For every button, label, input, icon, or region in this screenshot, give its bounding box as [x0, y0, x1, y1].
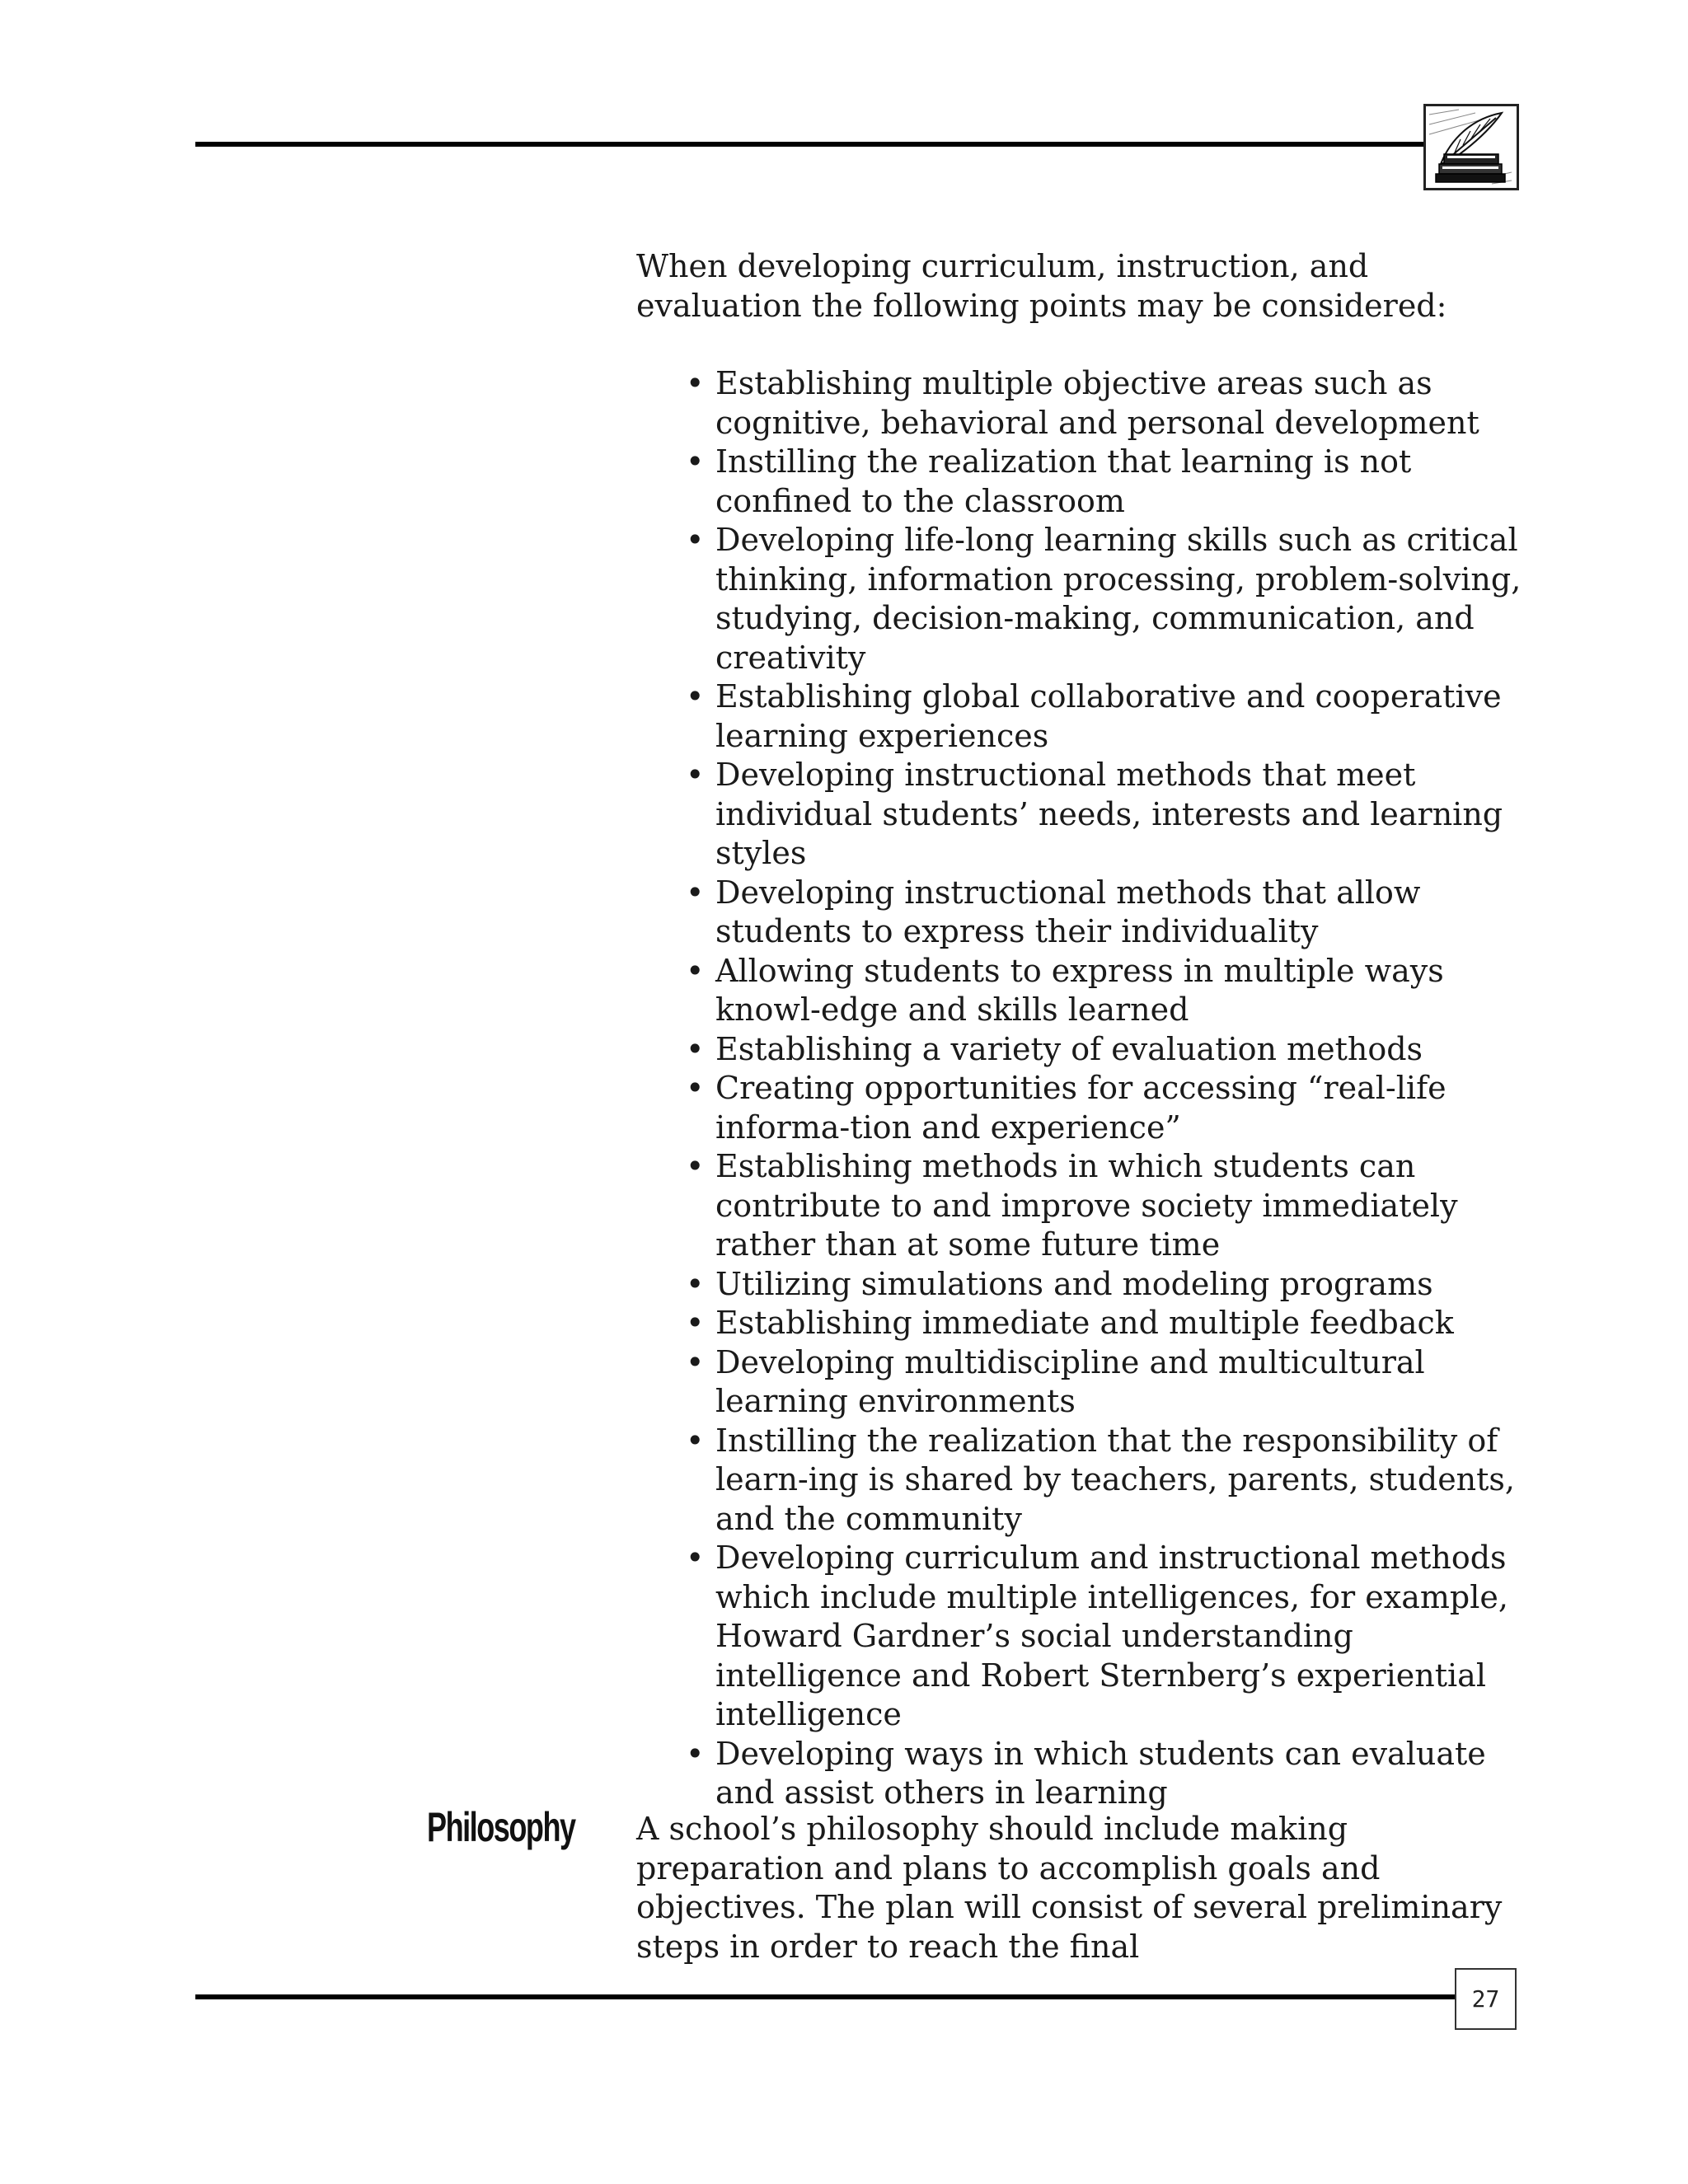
list-item-text: Developing life-long learning skills such as critical thinking, information processing, problem-solving, studying, decision-making, communication, and creativity [715, 522, 1522, 676]
considerations-list [636, 364, 1535, 1813]
list-item [636, 677, 1535, 756]
list-item-text: Establishing immediate and multiple feedback [715, 1305, 1454, 1341]
page-number: 27 [1455, 1968, 1517, 2030]
section-heading-philosophy: Philosophy [427, 1804, 575, 1850]
list-item-text: Establishing global collaborative and cooperative learning experiences [715, 678, 1502, 754]
list-item [636, 1030, 1535, 1070]
list-item [636, 364, 1535, 443]
list-item-text: Developing ways in which students can evaluate and assist others in learning [715, 1735, 1486, 1811]
philosophy-paragraph: A school’s philosophy should include making preparation and plans to accomplish goals and objectives. The plan will consist of several preliminary steps in order to reach the final [636, 1811, 1503, 1965]
bullet-marker: • [686, 1735, 705, 1772]
bullet-marker: • [686, 952, 705, 989]
list-item [636, 521, 1535, 677]
bullet-marker: • [686, 1422, 705, 1459]
bullet-marker: • [686, 1343, 705, 1380]
list-item [636, 1304, 1535, 1343]
list-item [636, 756, 1535, 874]
bullet-marker: • [686, 1305, 705, 1341]
bullet-marker: • [686, 757, 705, 793]
list-item-text: Establishing a variety of evaluation methods [715, 1030, 1423, 1067]
quill-and-books-icon [1423, 104, 1519, 190]
bullet-marker: • [686, 1148, 705, 1184]
list-item [636, 874, 1535, 952]
bullet-marker: • [686, 1070, 705, 1106]
list-item-text: Utilizing simulations and modeling programs [715, 1265, 1433, 1302]
list-item [636, 1539, 1535, 1735]
list-item [636, 1343, 1535, 1422]
bullet-marker: • [686, 522, 705, 558]
header-rule [195, 142, 1423, 147]
list-item [636, 1735, 1535, 1813]
list-item-text: Developing instructional methods that meet individual students’ needs, interests and learning styles [715, 757, 1503, 871]
bullet-marker: • [686, 678, 705, 715]
list-item [636, 1265, 1535, 1305]
bullet-marker: • [686, 874, 705, 911]
list-item-text: Instilling the realization that learning is not confined to the classroom [715, 443, 1412, 519]
list-item [636, 1069, 1535, 1147]
list-item [636, 443, 1535, 521]
intro-paragraph: When developing curriculum, instruction, and evaluation the following points may be considered: [636, 248, 1447, 324]
bullet-marker: • [686, 1265, 705, 1302]
list-item-text: Creating opportunities for accessing “real-life informa-tion and experience” [715, 1070, 1447, 1146]
bullet-marker: • [686, 443, 705, 480]
list-item-text: Establishing multiple objective areas such as cognitive, behavioral and personal development [715, 365, 1479, 441]
list-item-text: Instilling the realization that the responsibility of learn-ing is shared by teachers, parents, students, and the community [715, 1422, 1516, 1537]
list-item-text: Establishing methods in which students can contribute to and improve society immediately rather than at some future time [715, 1148, 1458, 1263]
list-item [636, 1422, 1535, 1540]
list-item-text: Developing curriculum and instructional methods which include multiple intelligences, for example, Howard Gardner’s social understanding intelligence and Robert Sternberg’s experiential intelligence [715, 1540, 1508, 1732]
bullet-marker: • [686, 1030, 705, 1067]
list-item-text: Allowing students to express in multiple ways knowl-edge and skills learned [715, 952, 1444, 1028]
bullet-marker: • [686, 365, 705, 401]
list-item [636, 1147, 1535, 1265]
bullet-marker: • [686, 1540, 705, 1576]
list-item-text: Developing instructional methods that allow students to express their individuality [715, 874, 1421, 949]
main-content [636, 247, 1535, 1813]
footer-rule [195, 1994, 1455, 1999]
list-item [636, 952, 1535, 1030]
list-item-text: Developing multidiscipline and multicultural learning environments [715, 1343, 1425, 1419]
